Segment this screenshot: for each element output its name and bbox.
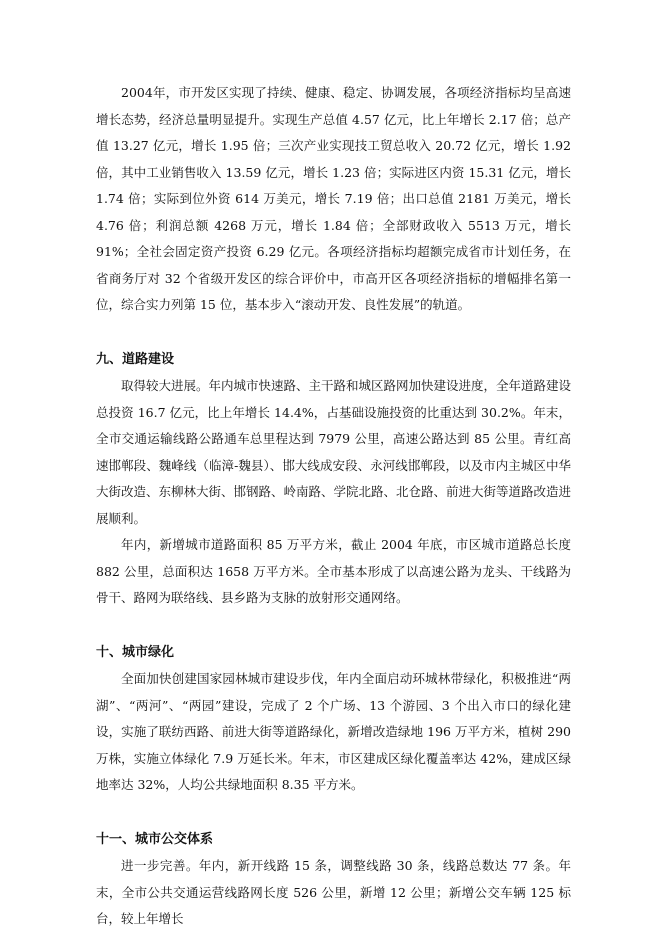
- section-gap: [96, 799, 571, 827]
- section-heading-greening: 十、城市绿化: [96, 644, 175, 660]
- roads-paragraph-2: 年内，新增城市道路面积 85 万平方米，截止 2004 年底，市区城市道路总长度 882 公里，总面积达 1658 万平方米。全市基本形成了以高速公路为龙头、干线路为骨干、路网为联络线、县乡路为支脉的放射形交通网络。: [96, 537, 571, 605]
- section-gap: [96, 319, 571, 347]
- intro-paragraph: 2004年，市开发区实现了持续、健康、稳定、协调发展，各项经济指标均呈高速增长态势，经济总量明显提升。实现生产总值 4.57 亿元，比上年增长 2.17 倍；总产值 13.27 亿元，增长 1.95 倍；三次产业实现技工贸总收入 20.72 亿元，增长 1.92 倍，其中工业销售收入 13.59 亿元，增长 1.23 倍；实际进区内资 15.31 亿元，增长 1.74 倍；实际到位外资 614 万美元，增长 7.19 倍；出口总值 2181 万美元，增长 4.76 倍；利润总额 4268 万元，增长 1.84 倍；全部财政收入 5513 万元，增长 91%；全社会固定资产投资 6.29 亿元。各项经济指标均超额完成省市计划任务，在省商务厅对 32 个省级开发区的综合评价中，市高开区各项经济指标的增幅排名第一位，综合实力列第 15 位，基本步入“滚动开发、良性发展”的轨道。: [96, 85, 571, 312]
- transit-paragraph-1: 进一步完善。年内，新开线路 15 条，调整线路 30 条，线路总数达 77 条。年末，全市公共交通运营线路网长度 526 公里，新增 12 公里；新增公交车辆 125 标台，较上年增长: [96, 858, 571, 926]
- roads-paragraph-1: 取得较大进展。年内城市快速路、主干路和城区路网加快建设进度，全年道路建设总投资 16.7 亿元，比上年增长 14.4%，占基础设施投资的比重达到 30.2%。年末，全市交通运输线路公路通车总里程达到 7979 公里，高速公路达到 85 公里。青红高速邯郸段、魏峰线（临漳-魏县）、邯大线成安段、永河线邯郸段，以及市内主城区中华大街改造、东柳林大街、邯钢路、岭南路、学院北路、北仓路、前进大街等道路改造进展顺利。: [96, 378, 572, 526]
- greening-paragraph-1: 全面加快创建国家园林城市建设步伐，年内全面启动环城林带绿化，积极推进“两湖”、“两河”、“两园”建设，完成了 2 个广场、13 个游园、3 个出入市口的绿化建设，实施了联纺西路、前进大街等道路绿化，新增改造绿地 196 万平方米，植树 290 万株，实施立体绿化 7.9 万延长米。年末，市区建成区绿化覆盖率达 42%，建成区绿地率达 32%，人均公共绿地面积 8.35 平方米。: [96, 671, 571, 792]
- section-heading-roads: 九、道路建设: [96, 351, 175, 367]
- section-heading-transit: 十一、城市公交体系: [96, 831, 214, 847]
- section-gap: [96, 612, 571, 640]
- document-page: [96, 80, 571, 933]
